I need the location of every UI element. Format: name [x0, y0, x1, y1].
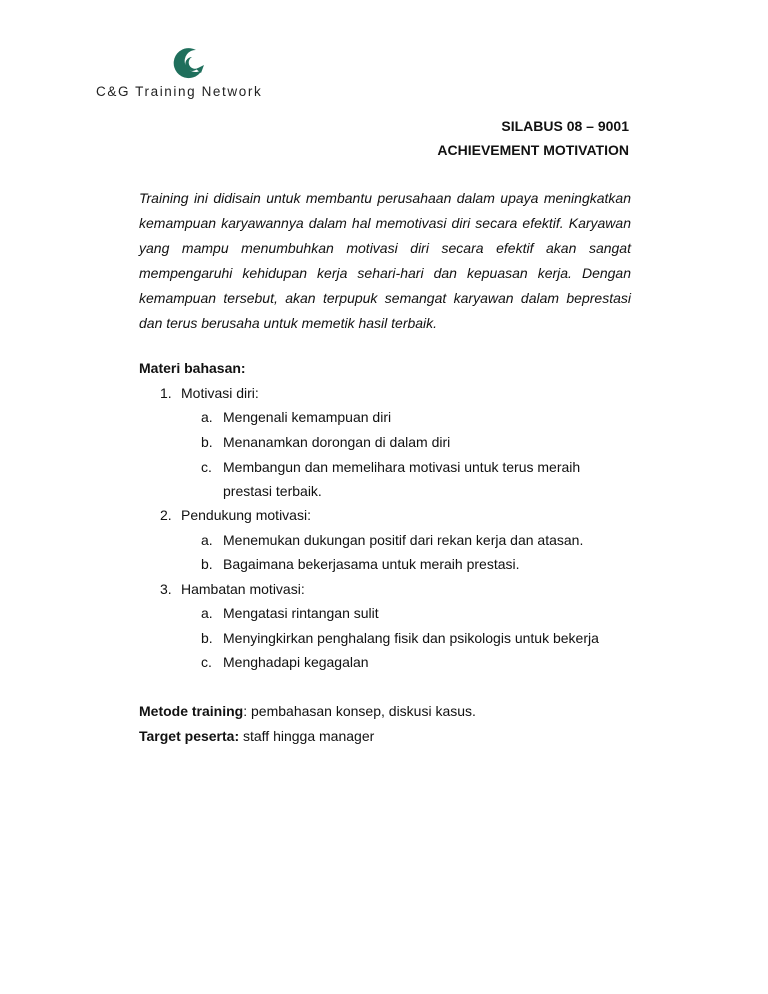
list-number: 1.	[160, 385, 172, 401]
cg-logo-icon	[166, 42, 206, 80]
section-title: Hambatan motivasi:	[181, 581, 305, 597]
item-text: Menanamkan dorongan di dalam diri	[223, 434, 451, 450]
list-item	[201, 605, 379, 621]
list-item	[160, 385, 259, 401]
list-item	[201, 459, 580, 475]
syllabus-title: ACHIEVEMENT MOTIVATION	[437, 142, 629, 158]
list-letter: a.	[201, 409, 213, 425]
metode-label: Metode training	[139, 703, 244, 719]
target-value: staff hingga manager	[239, 728, 375, 744]
section-title: Motivasi diri:	[181, 385, 259, 401]
item-text-continuation: prestasi terbaik.	[223, 483, 322, 499]
list-letter: c.	[201, 459, 212, 475]
syllabus-code: SILABUS 08 – 9001	[501, 118, 629, 134]
list-letter: c.	[201, 654, 212, 670]
list-item	[201, 532, 583, 548]
materi-heading: Materi bahasan:	[139, 360, 246, 376]
list-letter: a.	[201, 605, 213, 621]
item-text: Bagaimana bekerjasama untuk meraih prestasi.	[223, 556, 520, 572]
list-letter: b.	[201, 556, 213, 572]
list-item	[160, 507, 311, 523]
target-label: Target peserta:	[139, 728, 240, 744]
list-letter: a.	[201, 532, 213, 548]
list-item	[201, 409, 391, 425]
item-text: Menghadapi kegagalan	[223, 654, 369, 670]
section-title: Pendukung motivasi:	[181, 507, 311, 523]
item-text: Membangun dan memelihara motivasi untuk terus meraih	[223, 459, 581, 475]
item-text: Menyingkirkan penghalang fisik dan psikologis untuk bekerja	[223, 630, 599, 646]
list-item	[201, 434, 450, 450]
brand-name: C&G Training Network	[96, 84, 263, 99]
item-text: Menemukan dukungan positif dari rekan kerja dan atasan.	[223, 532, 584, 548]
item-text: Mengenali kemampuan diri	[223, 409, 392, 425]
list-item	[201, 556, 520, 572]
list-number: 3.	[160, 581, 172, 597]
item-text: Mengatasi rintangan sulit	[223, 605, 379, 621]
target-peserta	[139, 728, 374, 744]
list-number: 2.	[160, 507, 172, 523]
list-letter: b.	[201, 630, 213, 646]
metode-training	[139, 703, 476, 719]
list-item	[201, 654, 369, 670]
metode-value: : pembahasan konsep, diskusi kasus.	[243, 703, 476, 719]
list-item	[201, 630, 599, 646]
list-letter: b.	[201, 434, 213, 450]
list-item	[160, 581, 305, 597]
intro-paragraph: Training ini didisain untuk membantu perusahaan dalam upaya meningkatkan kemampuan karyawannya dalam hal memotivasi diri secara efektif. Karyawan yang mampu menumbuhkan motivasi diri secara efektif akan sangat mempengaruhi kehidupan kerja sehari-hari dan kepuasan kerja. Dengan kemampuan tersebut, akan terpupuk semangat karyawan dalam beprestasi dan terus berusaha untuk memetik hasil terbaik.	[139, 190, 631, 331]
